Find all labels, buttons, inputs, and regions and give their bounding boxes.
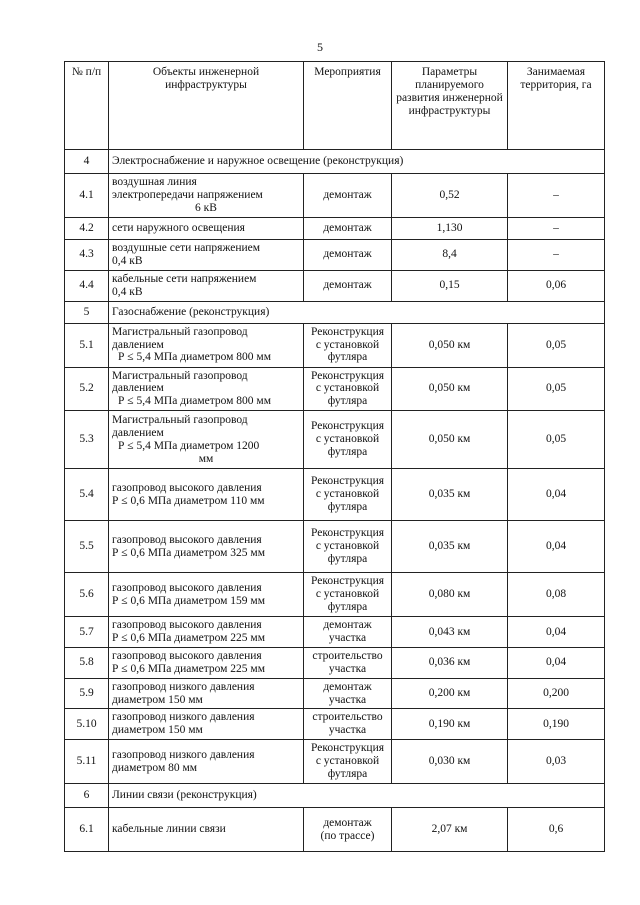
object-line: мм bbox=[198, 452, 214, 465]
area-cell: 0,04 bbox=[508, 469, 605, 521]
object-line: газопровод высокого давления bbox=[112, 581, 262, 594]
area-cell: 0,04 bbox=[508, 521, 605, 573]
parameter-cell: 1,130 bbox=[392, 218, 508, 240]
object-line: давлением bbox=[112, 338, 164, 351]
object-line: Р ≤ 0,6 МПа диаметром 325 мм bbox=[112, 546, 265, 559]
object-cell bbox=[109, 678, 304, 709]
action-line: Реконструкция bbox=[310, 575, 385, 588]
table-row bbox=[65, 647, 605, 678]
object-line: Р ≤ 5,4 МПа диаметром 800 мм bbox=[118, 395, 271, 408]
table-row bbox=[65, 573, 605, 617]
table-row bbox=[65, 174, 605, 218]
action-line: демонтаж bbox=[323, 279, 372, 292]
table-row bbox=[65, 367, 605, 411]
area-cell: 0,05 bbox=[508, 367, 605, 411]
action-cell bbox=[304, 617, 392, 648]
object-cell bbox=[109, 270, 304, 301]
row-number: 5.5 bbox=[65, 521, 109, 573]
area-cell: 0,6 bbox=[508, 808, 605, 852]
area-cell: 0,05 bbox=[508, 411, 605, 469]
row-number: 5.7 bbox=[65, 617, 109, 648]
object-line: газопровод высокого давления bbox=[112, 481, 262, 494]
action-line: с установкой bbox=[315, 338, 380, 351]
row-number: 4.1 bbox=[65, 174, 109, 218]
object-cell bbox=[109, 521, 304, 573]
action-cell bbox=[304, 521, 392, 573]
action-line: Реконструкция bbox=[310, 475, 385, 488]
action-line: Реконструкция bbox=[310, 420, 385, 433]
action-line: демонтаж bbox=[323, 680, 372, 693]
section-row bbox=[65, 150, 605, 174]
action-cell bbox=[304, 573, 392, 617]
action-line: Реконструкция bbox=[310, 325, 385, 338]
action-line: Реконструкция bbox=[310, 742, 385, 755]
parameter-cell: 0,036 км bbox=[392, 647, 508, 678]
object-line: 0,4 кВ bbox=[112, 254, 143, 267]
object-line: Магистральный газопровод bbox=[112, 369, 248, 382]
object-line: сети наружного освещения bbox=[112, 222, 245, 235]
table-row bbox=[65, 740, 605, 784]
area-cell: 0,03 bbox=[508, 740, 605, 784]
section-number: 5 bbox=[65, 301, 109, 323]
parameter-cell: 0,050 км bbox=[392, 411, 508, 469]
object-line: Магистральный газопровод bbox=[112, 413, 248, 426]
action-line: Реконструкция bbox=[310, 369, 385, 382]
action-line: с установкой bbox=[315, 382, 380, 395]
parameter-cell: 0,035 км bbox=[392, 521, 508, 573]
area-cell: 0,04 bbox=[508, 617, 605, 648]
header-object: Объекты инженерной инфраструктуры bbox=[109, 62, 304, 150]
parameter-cell: 0,52 bbox=[392, 174, 508, 218]
table-row bbox=[65, 678, 605, 709]
area-cell: 0,200 bbox=[508, 678, 605, 709]
object-line: Р ≤ 0,6 МПа диаметром 110 мм bbox=[112, 494, 265, 507]
row-number: 5.6 bbox=[65, 573, 109, 617]
action-line: демонтаж bbox=[323, 816, 372, 829]
action-cell bbox=[304, 218, 392, 240]
area-cell: 0,06 bbox=[508, 270, 605, 301]
object-line: электропередачи напряжением bbox=[112, 189, 263, 202]
object-cell bbox=[109, 617, 304, 648]
object-cell bbox=[109, 218, 304, 240]
table-row bbox=[65, 521, 605, 573]
section-number: 4 bbox=[65, 150, 109, 174]
section-title: Газоснабжение (реконструкция) bbox=[109, 301, 605, 323]
action-line: футляра bbox=[327, 601, 368, 614]
action-line: с установкой bbox=[315, 540, 380, 553]
object-line: Р ≤ 5,4 МПа диаметром 800 мм bbox=[118, 351, 271, 364]
table-row bbox=[65, 808, 605, 852]
object-line: кабельные линии связи bbox=[112, 823, 226, 836]
row-number: 4.3 bbox=[65, 240, 109, 271]
action-cell bbox=[304, 367, 392, 411]
table-row bbox=[65, 218, 605, 240]
action-line: футляра bbox=[327, 768, 368, 781]
object-cell bbox=[109, 573, 304, 617]
action-cell bbox=[304, 808, 392, 852]
object-cell bbox=[109, 367, 304, 411]
section-title: Электроснабжение и наружное освещение (реконструкция) bbox=[109, 150, 605, 174]
action-line: футляра bbox=[327, 446, 368, 459]
object-cell bbox=[109, 411, 304, 469]
object-line: Р ≤ 0,6 МПа диаметром 159 мм bbox=[112, 594, 265, 607]
parameter-cell: 0,190 км bbox=[392, 709, 508, 740]
parameter-cell: 2,07 км bbox=[392, 808, 508, 852]
action-line: участка bbox=[328, 662, 367, 675]
object-cell bbox=[109, 240, 304, 271]
object-line: диаметром 80 мм bbox=[112, 761, 198, 774]
table-row bbox=[65, 270, 605, 301]
row-number: 5.8 bbox=[65, 647, 109, 678]
action-line: с установкой bbox=[315, 433, 380, 446]
section-title: Линии связи (реконструкция) bbox=[109, 784, 605, 808]
action-cell bbox=[304, 240, 392, 271]
header-area: Занимаемая территория, га bbox=[508, 62, 605, 150]
action-line: участка bbox=[328, 693, 367, 706]
area-cell: 0,08 bbox=[508, 573, 605, 617]
object-line: газопровод низкого давления bbox=[112, 748, 255, 761]
header-params: Параметры планируемого развития инженерной инфраструктуры bbox=[392, 62, 508, 150]
object-line: газопровод высокого давления bbox=[112, 619, 262, 632]
object-line: давлением bbox=[112, 426, 164, 439]
action-line: с установкой bbox=[315, 755, 380, 768]
row-number: 5.1 bbox=[65, 323, 109, 367]
action-line: с установкой bbox=[315, 588, 380, 601]
parameter-cell: 8,4 bbox=[392, 240, 508, 271]
object-line: газопровод высокого давления bbox=[112, 649, 262, 662]
row-number: 5.4 bbox=[65, 469, 109, 521]
infrastructure-table bbox=[64, 61, 605, 852]
area-cell: 0,04 bbox=[508, 647, 605, 678]
parameter-cell: 0,080 км bbox=[392, 573, 508, 617]
action-line: (по трассе) bbox=[320, 829, 375, 842]
object-line: газопровод низкого давления bbox=[112, 680, 255, 693]
action-line: участка bbox=[328, 632, 367, 644]
action-line: футляра bbox=[327, 351, 368, 364]
action-cell bbox=[304, 678, 392, 709]
object-line: давлением bbox=[112, 382, 164, 395]
row-number: 5.10 bbox=[65, 709, 109, 740]
action-cell bbox=[304, 323, 392, 367]
action-line: участка bbox=[328, 724, 367, 737]
area-cell: – bbox=[508, 174, 605, 218]
object-line: диаметром 150 мм bbox=[112, 724, 203, 737]
header-num: № п/п bbox=[65, 62, 109, 150]
object-line: Р ≤ 5,4 МПа диаметром 1200 bbox=[118, 439, 260, 452]
table-row bbox=[65, 323, 605, 367]
row-number: 4.2 bbox=[65, 218, 109, 240]
area-cell: – bbox=[508, 218, 605, 240]
object-line: газопровод низкого давления bbox=[112, 711, 255, 724]
object-line: Магистральный газопровод bbox=[112, 325, 248, 338]
parameter-cell: 0,15 bbox=[392, 270, 508, 301]
action-line: футляра bbox=[327, 501, 368, 514]
object-cell bbox=[109, 647, 304, 678]
action-line: демонтаж bbox=[323, 619, 372, 632]
action-line: демонтаж bbox=[323, 222, 372, 235]
row-number: 6.1 bbox=[65, 808, 109, 852]
action-cell bbox=[304, 411, 392, 469]
object-line: кабельные сети напряжением bbox=[112, 272, 257, 285]
action-line: демонтаж bbox=[323, 189, 372, 202]
table-row bbox=[65, 469, 605, 521]
action-line: с установкой bbox=[315, 488, 380, 501]
object-cell bbox=[109, 709, 304, 740]
action-line: строительство bbox=[312, 711, 383, 724]
object-cell bbox=[109, 808, 304, 852]
header-row bbox=[65, 62, 605, 150]
object-cell bbox=[109, 469, 304, 521]
parameter-cell: 0,200 км bbox=[392, 678, 508, 709]
page-number: 5 bbox=[317, 40, 323, 54]
object-cell bbox=[109, 323, 304, 367]
action-line: Реконструкция bbox=[310, 527, 385, 540]
object-line: 0,4 кВ bbox=[112, 285, 143, 298]
action-cell bbox=[304, 647, 392, 678]
table-row bbox=[65, 411, 605, 469]
action-line: футляра bbox=[327, 395, 368, 408]
table-row bbox=[65, 709, 605, 740]
parameter-cell: 0,035 км bbox=[392, 469, 508, 521]
parameter-cell: 0,050 км bbox=[392, 323, 508, 367]
row-number: 5.2 bbox=[65, 367, 109, 411]
table-row bbox=[65, 617, 605, 648]
parameter-cell: 0,030 км bbox=[392, 740, 508, 784]
action-cell bbox=[304, 469, 392, 521]
table-body bbox=[65, 150, 605, 852]
object-cell bbox=[109, 740, 304, 784]
object-line: диаметром 150 мм bbox=[112, 693, 203, 706]
parameter-cell: 0,043 км bbox=[392, 617, 508, 648]
action-cell bbox=[304, 174, 392, 218]
object-line: газопровод высокого давления bbox=[112, 533, 262, 546]
section-number: 6 bbox=[65, 784, 109, 808]
parameter-cell: 0,050 км bbox=[392, 367, 508, 411]
action-cell bbox=[304, 740, 392, 784]
object-line: воздушная линия bbox=[112, 176, 197, 189]
object-cell bbox=[109, 174, 304, 218]
area-cell: 0,05 bbox=[508, 323, 605, 367]
row-number: 5.11 bbox=[65, 740, 109, 784]
object-line: Р ≤ 0,6 МПа диаметром 225 мм bbox=[112, 662, 265, 675]
object-line: 6 кВ bbox=[195, 201, 217, 214]
action-line: строительство bbox=[312, 649, 383, 662]
row-number: 5.9 bbox=[65, 678, 109, 709]
area-cell: 0,190 bbox=[508, 709, 605, 740]
action-line: футляра bbox=[327, 553, 368, 566]
section-row bbox=[65, 784, 605, 808]
row-number: 5.3 bbox=[65, 411, 109, 469]
object-line: Р ≤ 0,6 МПа диаметром 225 мм bbox=[112, 632, 265, 644]
row-number: 4.4 bbox=[65, 270, 109, 301]
action-cell bbox=[304, 270, 392, 301]
table-row bbox=[65, 240, 605, 271]
action-line: демонтаж bbox=[323, 248, 372, 261]
section-row bbox=[65, 301, 605, 323]
header-action: Мероприятия bbox=[304, 62, 392, 150]
area-cell: – bbox=[508, 240, 605, 271]
action-cell bbox=[304, 709, 392, 740]
object-line: воздушные сети напряжением bbox=[112, 242, 261, 254]
